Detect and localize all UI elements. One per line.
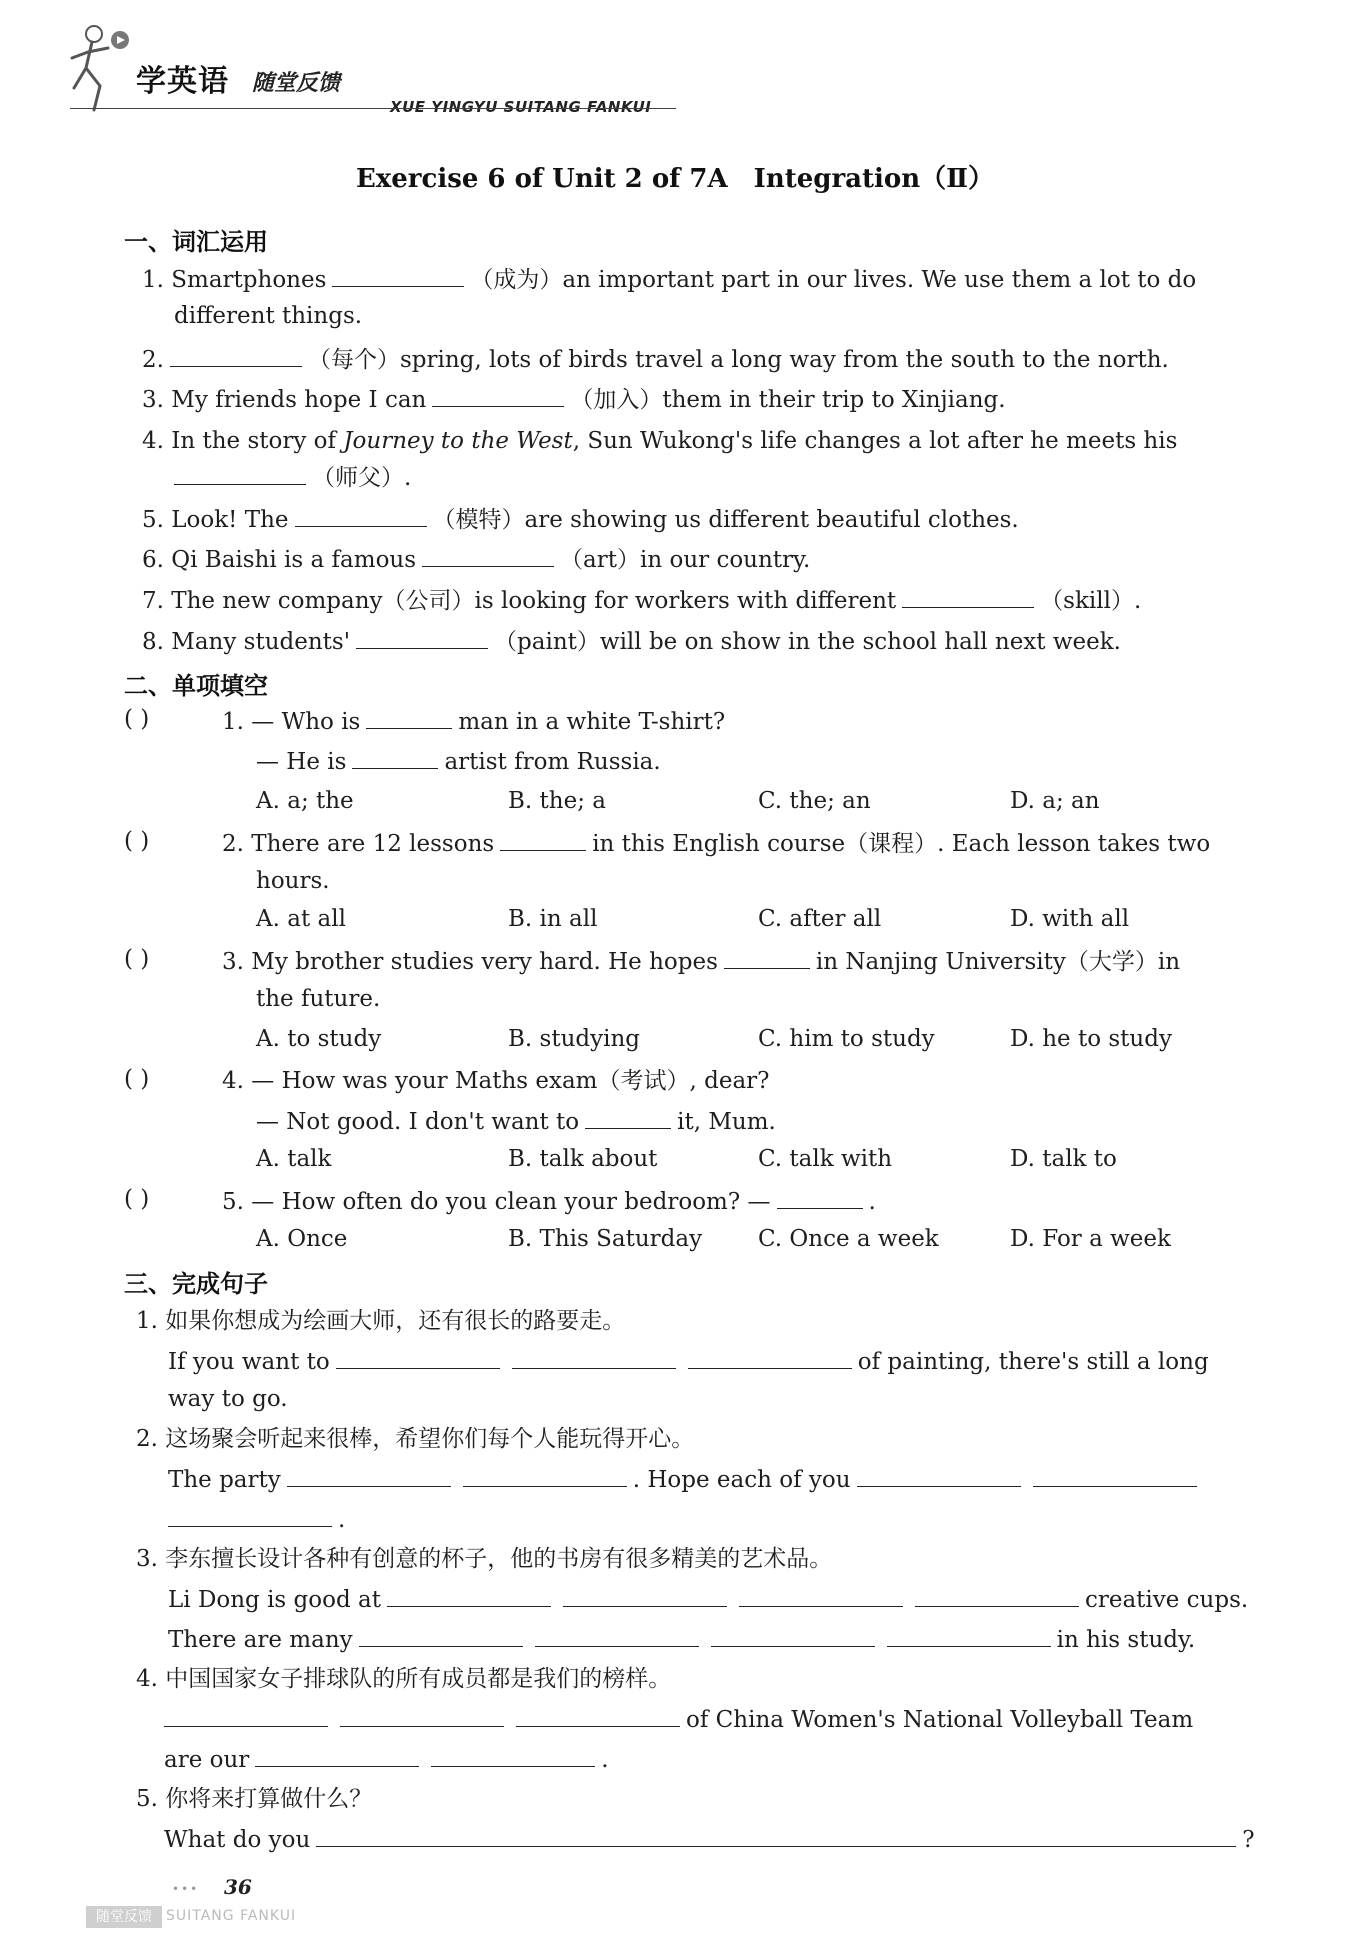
vocab-item-3: 3. My friends hope I can （加入）them in their trip to Xinjiang.	[142, 384, 1006, 415]
sentence-3-english-line1: Li Dong is good at creative cups.	[168, 1584, 1248, 1615]
answer-parentheses[interactable]: ( )	[124, 1066, 150, 1092]
sentence-1-english-cont: way to go.	[168, 1386, 288, 1412]
option-b[interactable]: B. talk about	[508, 1146, 658, 1172]
option-a[interactable]: A. to study	[256, 1026, 382, 1052]
answer-blank[interactable]	[585, 1106, 671, 1129]
answer-blank[interactable]	[422, 544, 554, 567]
answer-blank[interactable]	[340, 1704, 504, 1727]
answer-blank[interactable]	[168, 1504, 332, 1527]
sentence-1-english: If you want to of painting, there's still a long	[168, 1346, 1209, 1377]
answer-blank[interactable]	[432, 384, 564, 407]
option-d[interactable]: D. talk to	[1010, 1146, 1117, 1172]
mc-question-1: 1. — Who is man in a white T-shirt?	[222, 706, 725, 737]
option-b[interactable]: B. This Saturday	[508, 1226, 703, 1252]
answer-blank[interactable]	[316, 1824, 1236, 1847]
answer-blank[interactable]	[332, 264, 464, 287]
runner-icon	[64, 18, 144, 118]
answer-blank[interactable]	[336, 1346, 500, 1369]
option-d[interactable]: D. he to study	[1010, 1026, 1172, 1052]
mc-question-3-cont: the future.	[256, 986, 381, 1012]
answer-parentheses[interactable]: ( )	[124, 828, 150, 854]
answer-blank[interactable]	[724, 946, 810, 969]
sentence-2-english-cont: .	[168, 1504, 345, 1535]
logo-title: 学英语	[136, 64, 229, 99]
option-d[interactable]: D. a; an	[1010, 788, 1100, 814]
answer-parentheses[interactable]: ( )	[124, 1186, 150, 1212]
mc-question-2: 2. There are 12 lessons in this English course（课程）. Each lesson takes two	[222, 828, 1210, 859]
option-c[interactable]: C. talk with	[758, 1146, 893, 1172]
vocab-item-8: 8. Many students' （paint）will be on show in the school hall next week.	[142, 626, 1121, 657]
vocab-item-1-cont: different things.	[174, 303, 363, 329]
answer-blank[interactable]	[688, 1346, 852, 1369]
answer-blank[interactable]	[164, 1704, 328, 1727]
answer-blank[interactable]	[516, 1704, 680, 1727]
vocab-item-4-cont: （师父）.	[168, 462, 411, 493]
answer-blank[interactable]	[359, 1624, 523, 1647]
answer-blank[interactable]	[857, 1464, 1021, 1487]
answer-blank[interactable]	[255, 1744, 419, 1767]
answer-parentheses[interactable]: ( )	[124, 706, 150, 732]
option-b[interactable]: B. in all	[508, 906, 598, 932]
page-number: 36	[224, 1875, 252, 1899]
title-sub: Integration（Ⅱ）	[753, 164, 995, 194]
section-heading-vocabulary: 一、词汇运用	[124, 228, 268, 256]
logo-pinyin: XUE YINGYU SUITANG FANKUI	[390, 98, 652, 116]
answer-blank[interactable]	[366, 706, 452, 729]
answer-blank[interactable]	[887, 1624, 1051, 1647]
option-b[interactable]: B. studying	[508, 1026, 640, 1052]
vocab-item-1: 1. Smartphones （成为）an important part in our lives. We use them a lot to do	[142, 264, 1196, 295]
mc-question-3: 3. My brother studies very hard. He hopes in Nanjing University（大学）in	[222, 946, 1180, 977]
answer-blank[interactable]	[563, 1584, 727, 1607]
option-c[interactable]: C. after all	[758, 906, 882, 932]
sentence-3-chinese: 3. 李东擅长设计各种有创意的杯子，他的书房有很多精美的艺术品。	[136, 1546, 833, 1572]
footer-pinyin: SUITANG FANKUI	[166, 1908, 297, 1924]
answer-blank[interactable]	[352, 746, 438, 769]
answer-blank[interactable]	[535, 1624, 699, 1647]
option-c[interactable]: C. him to study	[758, 1026, 935, 1052]
header-logo	[64, 18, 684, 138]
vocab-item-7: 7. The new company（公司）is looking for workers with different （skill）.	[142, 585, 1141, 616]
answer-blank[interactable]	[463, 1464, 627, 1487]
answer-blank[interactable]	[387, 1584, 551, 1607]
mc-question-5: 5. — How often do you clean your bedroom? — .	[222, 1186, 876, 1217]
option-c[interactable]: C. the; an	[758, 788, 871, 814]
answer-blank[interactable]	[170, 344, 302, 367]
sentence-1-chinese: 1. 如果你想成为绘画大师，还有很长的路要走。	[136, 1308, 626, 1334]
answer-blank[interactable]	[287, 1464, 451, 1487]
vocab-item-2: 2. （每个）spring, lots of birds travel a long way from the south to the north.	[142, 344, 1169, 375]
answer-blank[interactable]	[902, 585, 1034, 608]
mc-question-4-reply: — Not good. I don't want to it, Mum.	[256, 1106, 776, 1137]
answer-blank[interactable]	[1033, 1464, 1197, 1487]
footer-decoration: •••	[172, 1882, 200, 1896]
answer-blank[interactable]	[295, 504, 427, 527]
sentence-4-english-line1: of China Women's National Volleyball Team	[164, 1704, 1193, 1735]
sentence-5-english: What do you ?	[164, 1824, 1255, 1855]
option-a[interactable]: A. at all	[256, 906, 346, 932]
logo-subtitle: 随堂反馈	[252, 71, 341, 96]
header-rule	[70, 108, 676, 109]
footer-label: 随堂反馈	[86, 1906, 162, 1928]
section-heading-complete-sentences: 三、完成句子	[124, 1270, 268, 1298]
answer-blank[interactable]	[777, 1186, 863, 1209]
option-b[interactable]: B. the; a	[508, 788, 606, 814]
section-heading-multiple-choice: 二、单项填空	[124, 672, 268, 700]
sentence-2-english: The party . Hope each of you	[168, 1464, 1203, 1495]
option-d[interactable]: D. For a week	[1010, 1226, 1171, 1252]
title-main: Exercise 6 of Unit 2 of 7A	[355, 164, 728, 194]
answer-blank[interactable]	[915, 1584, 1079, 1607]
answer-blank[interactable]	[431, 1744, 595, 1767]
vocab-item-5: 5. Look! The （模特）are showing us different beautiful clothes.	[142, 504, 1019, 535]
mc-question-2-cont: hours.	[256, 868, 330, 894]
mc-question-4: 4. — How was your Maths exam（考试）, dear?	[222, 1068, 770, 1094]
option-a[interactable]: A. a; the	[256, 788, 354, 814]
sentence-3-english-line2: There are many in his study.	[168, 1624, 1195, 1655]
sentence-4-chinese: 4. 中国国家女子排球队的所有成员都是我们的榜样。	[136, 1666, 672, 1692]
answer-blank[interactable]	[512, 1346, 676, 1369]
answer-blank[interactable]	[174, 462, 306, 485]
mc-question-1-reply: — He is artist from Russia.	[256, 746, 661, 777]
option-c[interactable]: C. Once a week	[758, 1226, 939, 1252]
option-a[interactable]: A. Once	[256, 1226, 348, 1252]
sentence-5-chinese: 5. 你将来打算做什么？	[136, 1786, 373, 1812]
option-a[interactable]: A. talk	[256, 1146, 332, 1172]
option-d[interactable]: D. with all	[1010, 906, 1130, 932]
sentence-2-chinese: 2. 这场聚会听起来很棒，希望你们每个人能玩得开心。	[136, 1426, 695, 1452]
answer-blank[interactable]	[739, 1584, 903, 1607]
answer-parentheses[interactable]: ( )	[124, 946, 150, 972]
vocab-item-4: 4. In the story of Journey to the West, Sun Wukong's life changes a lot after he meets his	[142, 428, 1178, 454]
answer-blank[interactable]	[356, 626, 488, 649]
answer-blank[interactable]	[500, 828, 586, 851]
vocab-item-6: 6. Qi Baishi is a famous （art）in our country.	[142, 544, 810, 575]
sentence-4-english-line2: are our .	[164, 1744, 609, 1775]
page-title	[0, 158, 1350, 195]
answer-blank[interactable]	[711, 1624, 875, 1647]
